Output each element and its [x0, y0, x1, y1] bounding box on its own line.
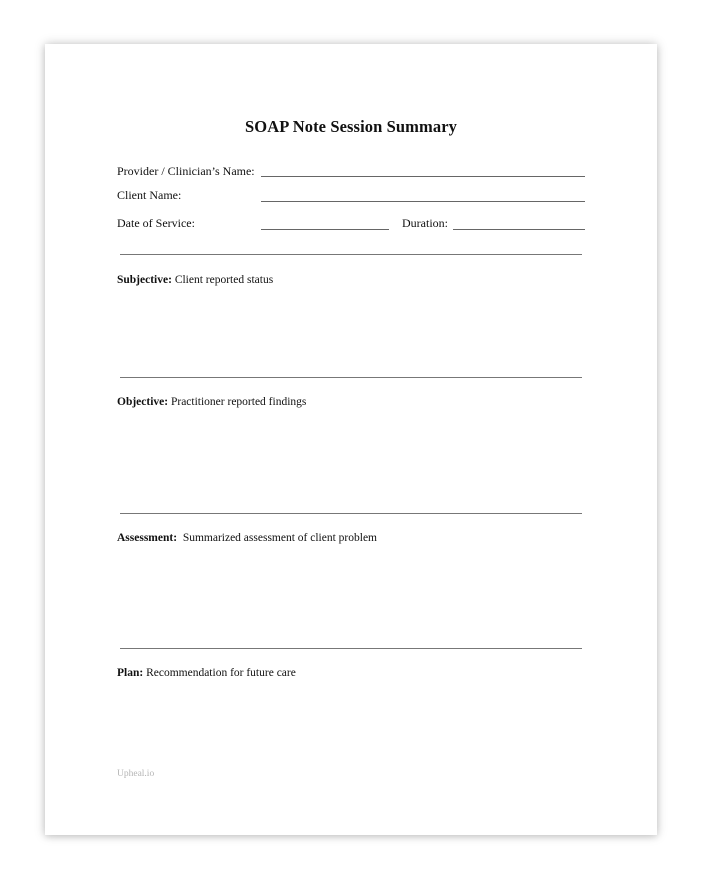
objective-description: Practitioner reported findings — [170, 396, 307, 408]
objective-section-heading — [117, 396, 306, 408]
objective-heading-label: Objective: — [117, 396, 169, 408]
subjective-description: Client reported status — [174, 274, 274, 286]
section-divider — [120, 513, 582, 514]
section-divider — [120, 377, 582, 378]
duration-field[interactable] — [453, 229, 585, 230]
provider-name-label: Provider / Clinician’s Name: — [117, 164, 255, 178]
document-page — [45, 44, 657, 835]
plan-section-heading — [117, 667, 296, 679]
duration-label: Duration: — [402, 216, 448, 230]
date-of-service-field[interactable] — [261, 229, 389, 230]
plan-description: Recommendation for future care — [146, 667, 296, 679]
date-of-service-label: Date of Service: — [117, 216, 195, 230]
assessment-heading-label: Assessment: — [117, 532, 178, 544]
page-title: SOAP Note Session Summary — [245, 117, 457, 136]
section-divider — [120, 648, 582, 649]
subjective-heading-label: Subjective: — [117, 274, 172, 286]
assessment-section-heading — [117, 532, 377, 544]
client-name-label: Client Name: — [117, 188, 182, 202]
section-divider — [120, 254, 582, 255]
plan-heading-label: Plan: — [117, 667, 144, 679]
client-name-field[interactable] — [261, 201, 585, 202]
subjective-section-heading — [117, 274, 273, 286]
provider-name-field[interactable] — [261, 176, 585, 177]
footer-brand: Upheal.io — [117, 769, 155, 779]
assessment-description: Summarized assessment of client problem — [179, 532, 377, 544]
